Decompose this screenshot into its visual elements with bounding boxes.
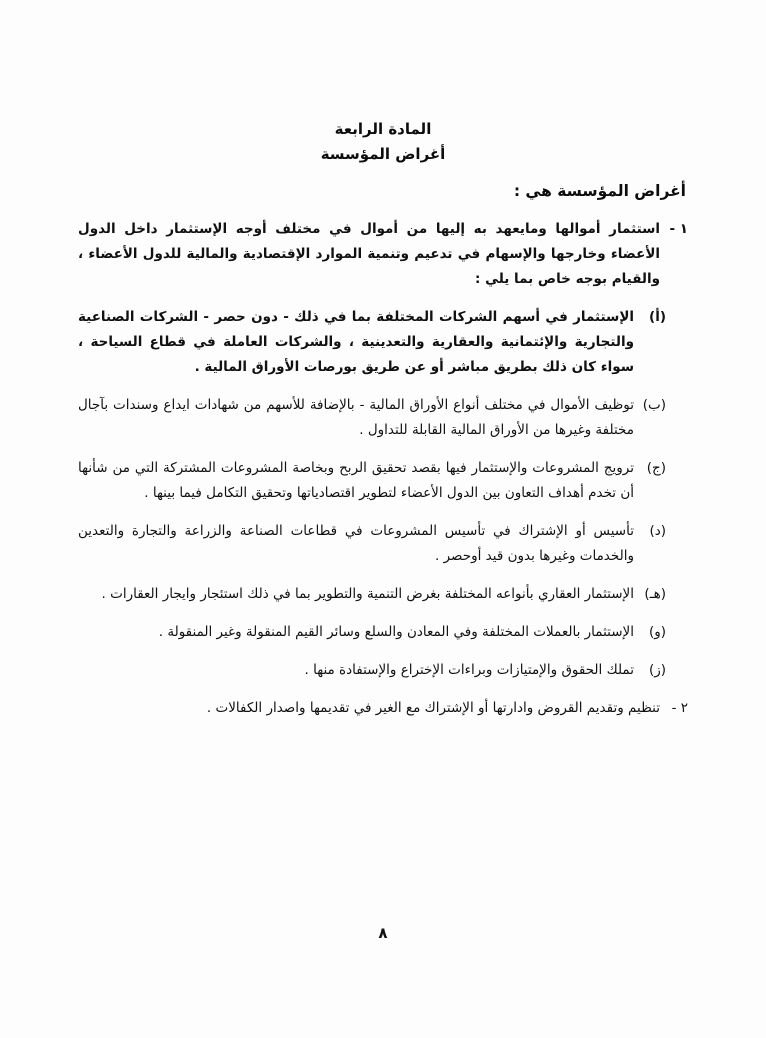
clause-text: الإستثمار بالعملات المختلفة وفي المعادن والسلع وسائر القيم المنقولة وغير المنقولة . <box>158 623 634 640</box>
clause-item <box>78 217 688 292</box>
clause-marker: ١ - <box>669 221 688 238</box>
clause-text: استثمار أموالها ومايعهد به إليها من أموال في مختلف أوجه الإستثمار داخل الدول الأعضاء وخارجها والإسهام في تدعيم وتنمية الموارد الإقتصادية والمالية للدول الأعضاء ، والقيام بوجه خاص بما يلي : <box>78 221 660 288</box>
clause-text: ترويج المشروعات والإستثمار فيها بقصد تحقيق الربح وبخاصة المشروعات المشتركة التي من شأنها أن تخدم أهداف التعاون بين الدول الأعضاء لتطوير اقتصادياتها وتحقيق التكامل فيما بينها . <box>78 460 634 502</box>
clause-item <box>78 393 666 443</box>
clause-marker: (أ) <box>649 309 666 326</box>
page-subtitle: أغراض المؤسسة <box>320 145 446 164</box>
clause-text: الإستثمار في أسهم الشركات المختلفة بما في ذلك - دون حصر - الشركات الصناعية والتجارية والإئتمانية والعقارية والتعدينية ، والشركات العاملة في قطاع السياحة ، سواء كان ذلك بطريق مباشر أو عن طريق بورصات الأوراق المالية . <box>78 309 634 376</box>
clause-item <box>78 658 666 683</box>
clause-marker: (ج) <box>646 460 666 477</box>
clause-item <box>78 456 666 506</box>
clause-marker: (هـ) <box>644 585 666 602</box>
clause-marker: (ب) <box>642 397 666 414</box>
clause-marker: (د) <box>649 522 666 539</box>
clause-marker: (ز) <box>648 661 666 678</box>
title-block <box>78 118 688 167</box>
clause-item <box>78 305 666 380</box>
clause-item <box>78 582 666 607</box>
clause-text: تملك الحقوق والإمتيازات وبراءات الإختراع والإستفادة منها . <box>304 661 634 678</box>
document-content <box>78 118 688 734</box>
clause-item <box>78 696 688 721</box>
clause-text: الإستثمار العقاري بأنواعه المختلفة بغرض التنمية والتطوير بما في ذلك استئجار وايجار العقارات . <box>101 585 634 602</box>
page-title: المادة الرابعة <box>334 120 432 138</box>
clause-text: تنظيم وتقديم القروض وادارتها أو الإشتراك مع الغير في تقديمها واصدار الكفالات . <box>206 699 660 716</box>
clause-text: توظيف الأموال في مختلف أنواع الأوراق المالية - بالإضافة للأسهم من شهادات ايداع وسندات بآجال مختلفة وغيرها من الأوراق المالية القابلة للتداول . <box>78 397 634 439</box>
clause-marker: (و) <box>648 623 666 640</box>
clause-text: تأسيس أو الإشتراك في تأسيس المشروعات في قطاعات الصناعة والزراعة والتجارة والتعدين والخدمات وغيرها بدون قيد أوحصر . <box>78 522 634 564</box>
clause-marker: ٢ - <box>671 699 688 716</box>
page-number: ٨ <box>378 924 388 942</box>
clause-item <box>78 620 666 645</box>
lead-paragraph: أغراض المؤسسة هي : <box>513 181 686 200</box>
clause-item <box>78 519 666 569</box>
